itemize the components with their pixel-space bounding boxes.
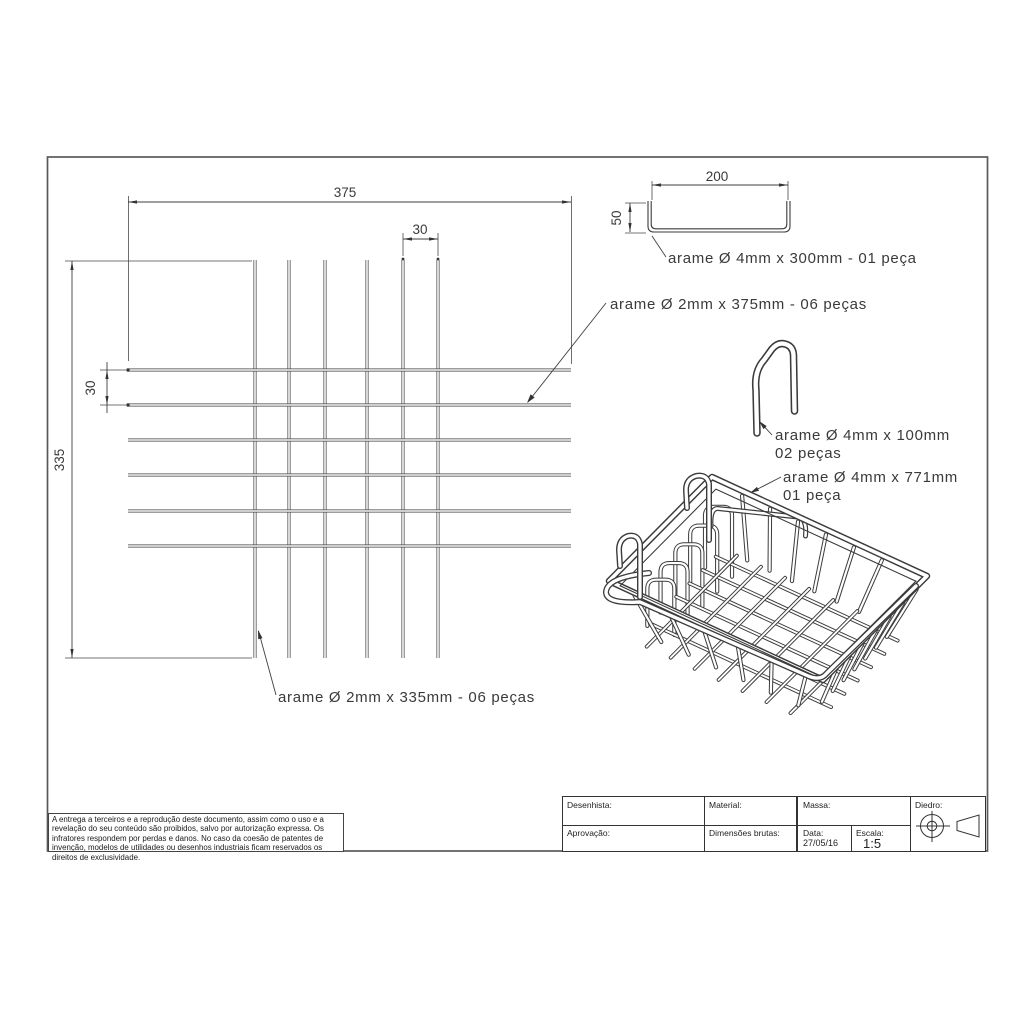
wire [792, 522, 798, 581]
dim-wire-spacing-top: 30 [412, 222, 428, 237]
hook-part-view [756, 344, 795, 433]
wire [837, 547, 854, 601]
diedro-label: Diedro: [915, 800, 943, 810]
annotation-wire-375: arame Ø 2mm x 375mm - 06 peças [610, 296, 867, 313]
annotation-wire-771-line1: arame Ø 4mm x 771mm [783, 469, 959, 486]
aprovacao-label: Aprovação: [567, 828, 610, 838]
annotation-wire-100-line2: 02 peças [775, 445, 842, 462]
annotation-wire-300: arame Ø 4mm x 300mm - 01 peça [668, 250, 917, 267]
wire [814, 534, 826, 591]
massa-label: Massa: [803, 800, 831, 810]
dim-wire-spacing-left: 30 [83, 380, 98, 396]
title-block-escala-divider [851, 825, 852, 851]
title-block-divider-1 [704, 797, 705, 851]
title-block-divider-2 [796, 797, 798, 851]
first-angle-projection-icon [913, 809, 985, 849]
title-block-row-divider [563, 825, 911, 826]
material-label: Material: [709, 800, 742, 810]
basket-isometric-view [606, 476, 927, 713]
dimensoes-brutas-label: Dimensões brutas: [709, 828, 780, 838]
annotation-wire-771-line2: 01 peça [783, 487, 842, 504]
annotation-wire-100-line1: arame Ø 4mm x 100mm [775, 427, 951, 444]
legal-disclaimer-box: A entrega a terceiros e a reprodução deste documento, assim como o uso e a revelação do seu conteúdo são proibidos, salvo por autorização expressa. Os infratores respondem por perdas e danos. No caso da coesão de patentes de invenção, modelos de utilidades ou desenhos industriais ficam reservados os direitos de exclusividade. [48, 813, 344, 852]
dim-channel-height: 50 [609, 210, 624, 226]
title-block [562, 796, 986, 852]
wire [859, 560, 882, 612]
escala-label: Escala: [856, 828, 884, 838]
wire [771, 659, 772, 692]
flat-wire-grid-view [128, 260, 571, 658]
dim-channel-width: 200 [705, 169, 729, 184]
data-label: Data: [803, 828, 824, 838]
dim-grid-width: 375 [333, 185, 357, 200]
desenhista-label: Desenhista: [567, 800, 612, 810]
title-block-divider-3 [910, 797, 911, 851]
u-channel-part-view [648, 201, 790, 232]
annotation-wire-335: arame Ø 2mm x 335mm - 06 peças [278, 689, 535, 706]
escala-value: 1:5 [863, 836, 882, 851]
data-value: 27/05/16 [803, 838, 839, 848]
dim-grid-height: 335 [52, 448, 67, 472]
